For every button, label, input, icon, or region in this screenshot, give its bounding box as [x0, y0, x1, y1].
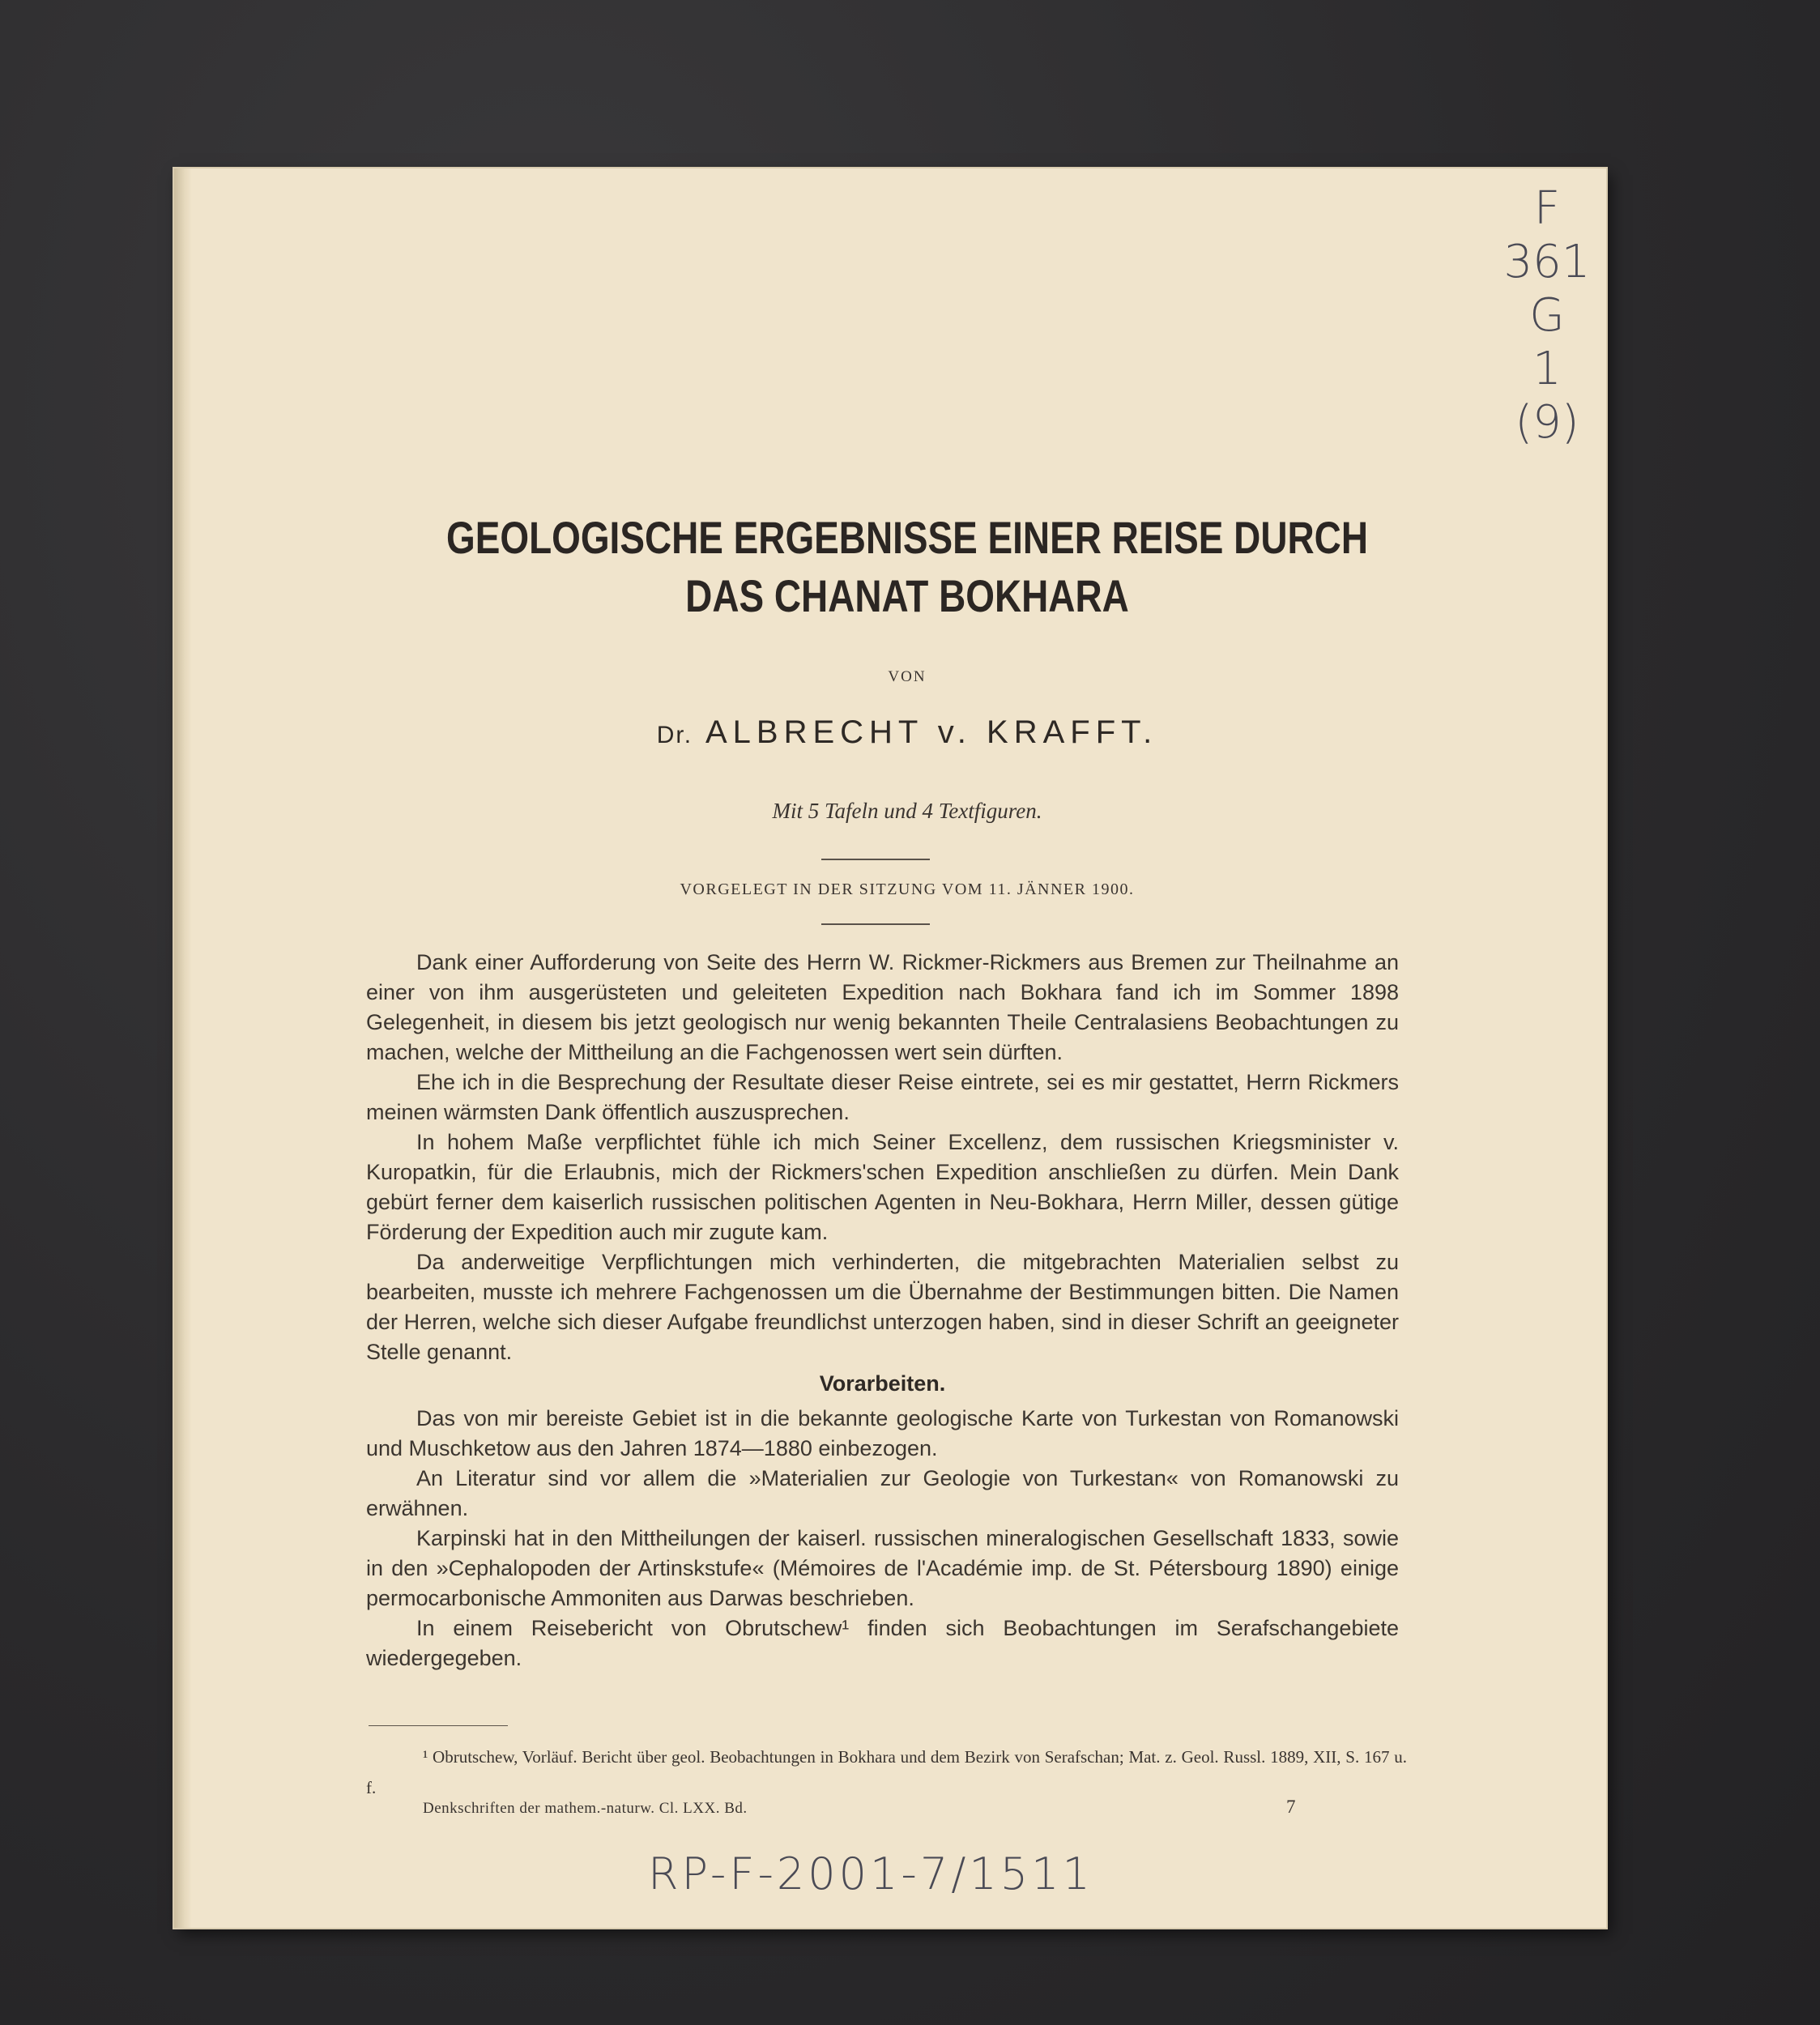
section-heading: Vorarbeiten. [819, 1371, 946, 1396]
shelf-mark-line: 361 [1503, 236, 1591, 288]
footnote: ¹ Obrutschew, Vorläuf. Bericht über geol. Beobachtungen in Bokhara und dem Bezirk von Serafschan; Mat. z. Geol. Russl. 1889, XII, S. 167 u. f. [366, 1747, 1407, 1797]
divider-rule [821, 923, 930, 925]
footnote-rule [369, 1725, 508, 1726]
shelf-mark-line: 1 [1532, 343, 1562, 395]
paragraph: In hohem Maße verpflichtet fühle ich mich Seiner Excellenz, dem russischen Kriegsminister v. Kuropatkin, für die Erlaubnis, mich der Rickmers'schen Expedition anschließen zu dürfen. Mein Dank gebürt ferner dem kaiserlich russischen politischen Agenten in Neu-Bokhara, Herrn Miller, dessen gütige Förderung der Expedition auch mir zugute kam. [366, 1130, 1399, 1244]
handwritten-inventory-number: RP-F-2001-7/1511 [648, 1848, 1093, 1899]
body-text [366, 948, 1399, 1673]
presentation-date: VORGELEGT IN DER SITZUNG VOM 11. JÄNNER 1900. [680, 880, 1135, 898]
paragraph: An Literatur sind vor allem die »Materialien zur Geologie von Turkestan« von Romanowski zu erwähnen. [366, 1466, 1399, 1520]
handwritten-shelf-mark [1498, 182, 1596, 450]
paragraph: Das von mir bereiste Gebiet ist in die bekannte geologische Karte von Turkestan von Romanowski und Muschketow aus den Jahren 1874—1880 einbezogen. [366, 1406, 1399, 1460]
paragraph: Karpinski hat in den Mittheilungen der kaiserl. russischen mineralogischen Gesellschaft 1833, sowie in den »Cephalopoden der Artinskstufe« (Mémoires de l'Académie imp. de St. Pétersbourg 1890) einige permocarbonische Ammoniten aus Darwas beschrieben. [366, 1526, 1399, 1610]
plates-note: Mit 5 Tafeln und 4 Textfiguren. [772, 799, 1042, 823]
page-binding-edge [174, 168, 192, 1928]
byline-von: VON [888, 668, 927, 685]
shelf-mark-line: F [1533, 182, 1561, 235]
divider-rule [821, 859, 930, 860]
page-number: 7 [1286, 1797, 1296, 1817]
paragraph: Ehe ich in die Besprechung der Resultate dieser Reise eintrete, sei es mir gestattet, Herrn Rickmers meinen wärmsten Dank öffentlich auszusprechen. [366, 1070, 1399, 1124]
paragraph: Dank einer Aufforderung von Seite des Herrn W. Rickmer-Rickmers aus Bremen zur Theilnahme an einer von ihm ausgerüsteten und geleiteten Expedition nach Bokhara fand ich im Sommer 1898 Gelegenheit, in diesem bis jetzt geologisch nur wenig bekannten Theile Centralasiens Beobachtungen zu machen, welche der Mittheilung an die Fachgenossen wert sein dürften. [366, 950, 1399, 1064]
author-prefix: Dr. [656, 722, 693, 748]
paragraph: Da anderweitige Verpflichtungen mich verhinderten, die mitgebrachten Materialien selbst zu bearbeiten, musste ich mehrere Fachgenossen um die Übernahme der Bestimmungen bitten. Die Namen der Herren, welche sich dieser Aufgabe freundlichst unterzogen haben, sind in dieser Schrift an geeigneter Stelle genannt. [366, 1250, 1399, 1364]
document-title: GEOLOGISCHE ERGEBNISSE EINER REISE DURCH DAS CHANAT BOKHARA [446, 512, 1368, 621]
shelf-mark-line: G [1529, 289, 1565, 342]
paragraph: In einem Reisebericht von Obrutschew¹ finden sich Beobachtungen im Serafschangebiete wiedergegeben. [366, 1616, 1399, 1670]
journal-footer: Denkschriften der mathem.-naturw. Cl. LXX. Bd. [423, 1800, 748, 1817]
shelf-mark-line: (9) [1515, 396, 1579, 449]
author-full-name: ALBRECHT v. KRAFFT. [705, 714, 1158, 750]
author-name [300, 714, 1515, 751]
